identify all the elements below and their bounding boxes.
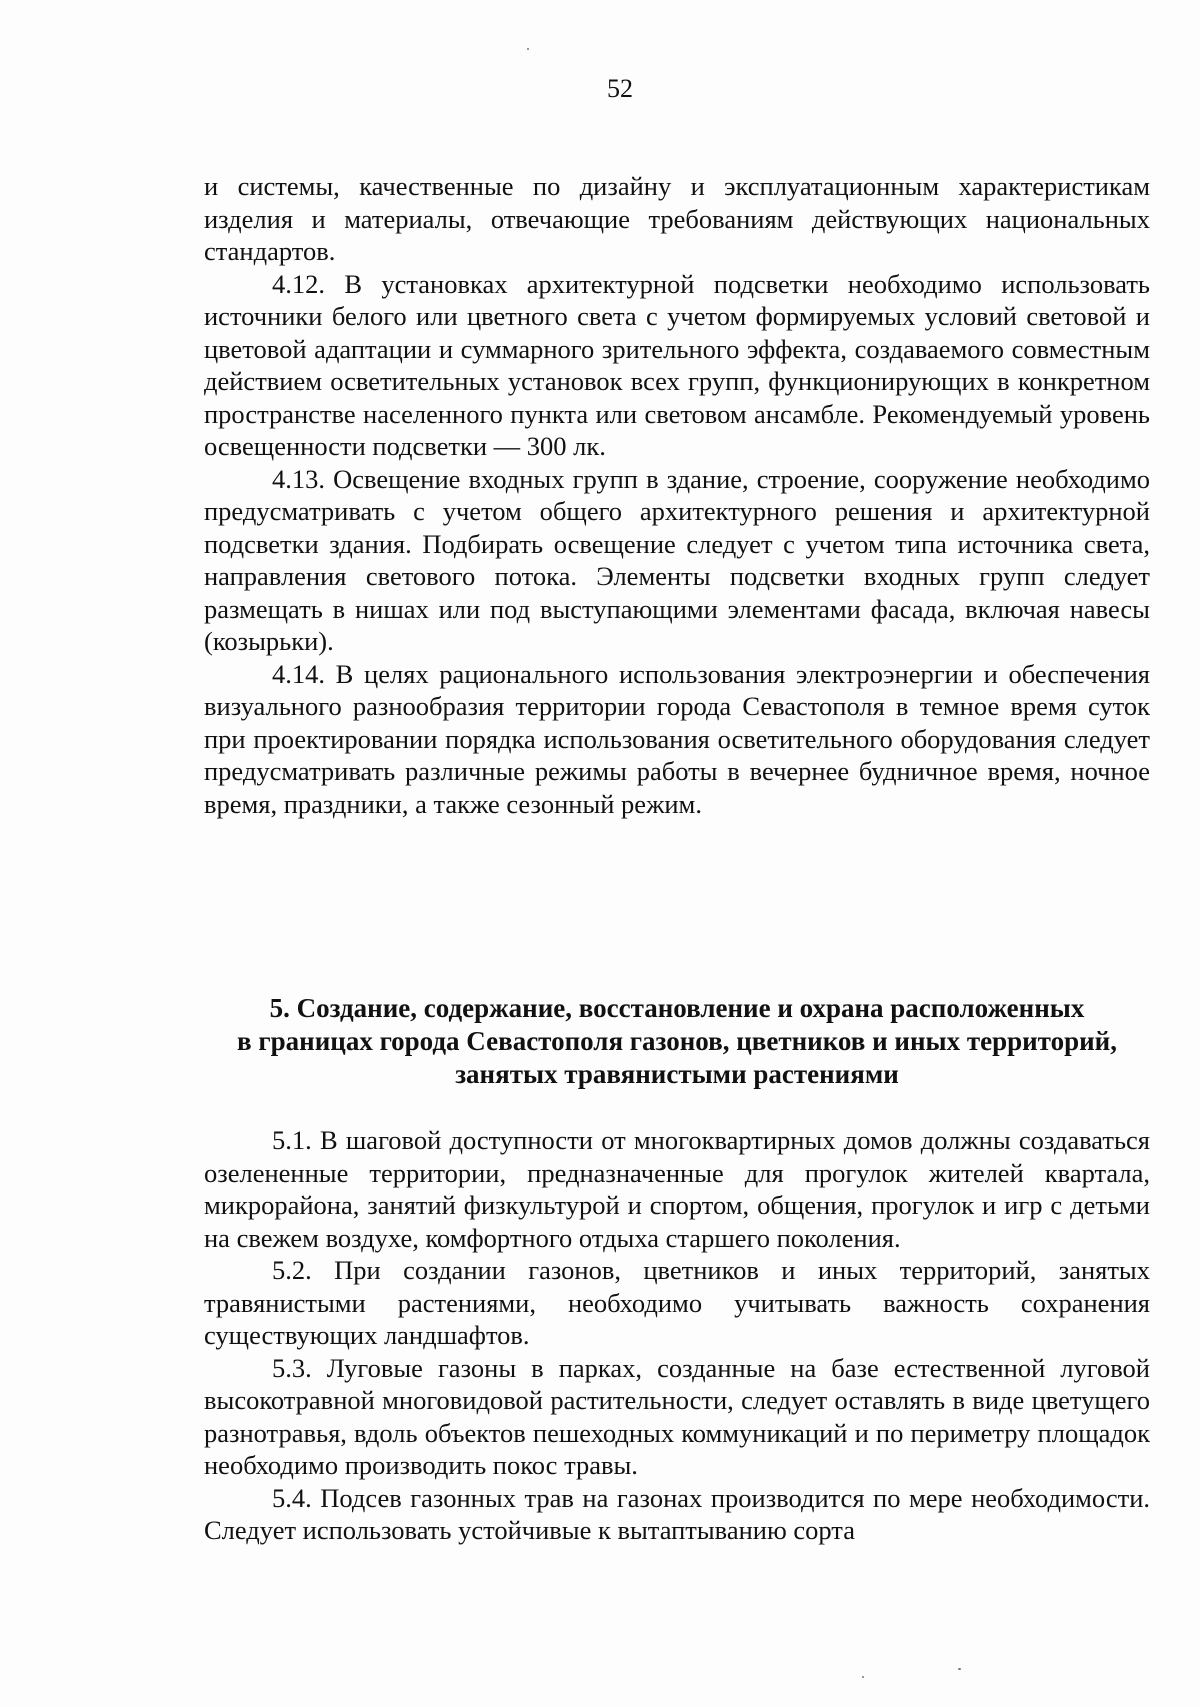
bottom-text-block [204,1124,1150,1547]
paragraph-4-13: 4.13. Освещение входных групп в здание, строение, сооружение необходимо предусматривать с учетом общего архитектурного решения и архитектурной подсветки здания. Подбирать освещение следует с учетом типа источника света, направления светового потока. Элементы подсветки входных групп следует размещать в нишах или под выступающими элементами фасада, включая навесы (козырьки). [204,463,1150,656]
paragraph-5-3: 5.3. Луговые газоны в парках, созданные на базе естественной луговой высокотравной многовидовой растительности, следует оставлять в виде цветущего разнотравья, вдоль объектов пешеходных коммуникаций и по периметру площадок необходимо производить покос травы. [204,1352,1150,1480]
paragraph-4-12: 4.12. В установках архитектурной подсветки необходимо использовать источники белого или цветного света с учетом формируемых условий световой и цветовой адаптации и суммарного зрительного эффекта, создаваемого совместным действием осветительных установок всех групп, функционирующих в конкретном пространстве населенного пункта или световом ансамбле. Рекомендуемый уровень освещенности подсветки — 300 лк. [204,268,1150,461]
page-number: 52 [607,74,633,103]
paragraph-5-1: 5.1. В шаговой доступности от многоквартирных домов должны создаваться озелененные территории, предназначенные для прогулок жителей квартала, микрорайона, занятий физкультурой и спортом, общения, прогулок и игр с детьми на свежем воздухе, комфортного отдыха старшего поколения. [204,1125,1150,1253]
paragraph-continuation: и системы, качественные по дизайну и эксплуатационным характеристикам изделия и материалы, отвечающие требованиям действующих национальных стандартов. [204,171,1150,266]
section-5-heading [204,992,1150,1091]
paragraph-4-14: 4.14. В целях рационального использования электроэнергии и обеспечения визуального разнообразия территории города Севастополя в темное время суток при проектировании порядка использования осветительного оборудования следует предусматривать различные режимы работы в вечернее будничное время, ночное время, праздники, а также сезонный режим. [204,658,1150,819]
scan-speck [958,1668,961,1670]
scan-speck [527,48,529,50]
section-heading-line: 5. Создание, содержание, восстановление и охрана расположенных [269,993,1085,1023]
paragraph-5-4: 5.4. Подсев газонных трав на газонах производится по мере необходимости. Следует использовать устойчивые к вытаптыванию сорта [204,1482,1150,1545]
section-heading-line: занятых травянистыми растениями [455,1059,899,1089]
top-text-block [204,170,1150,820]
paragraph-5-2: 5.2. При создании газонов, цветников и иных территорий, занятых травянистыми растениями, необходимо учитывать важность сохранения существующих ландшафтов. [204,1255,1150,1350]
scan-speck [862,1676,864,1678]
section-heading-line: в границах города Севастополя газонов, цветников и иных территорий, [237,1026,1117,1056]
